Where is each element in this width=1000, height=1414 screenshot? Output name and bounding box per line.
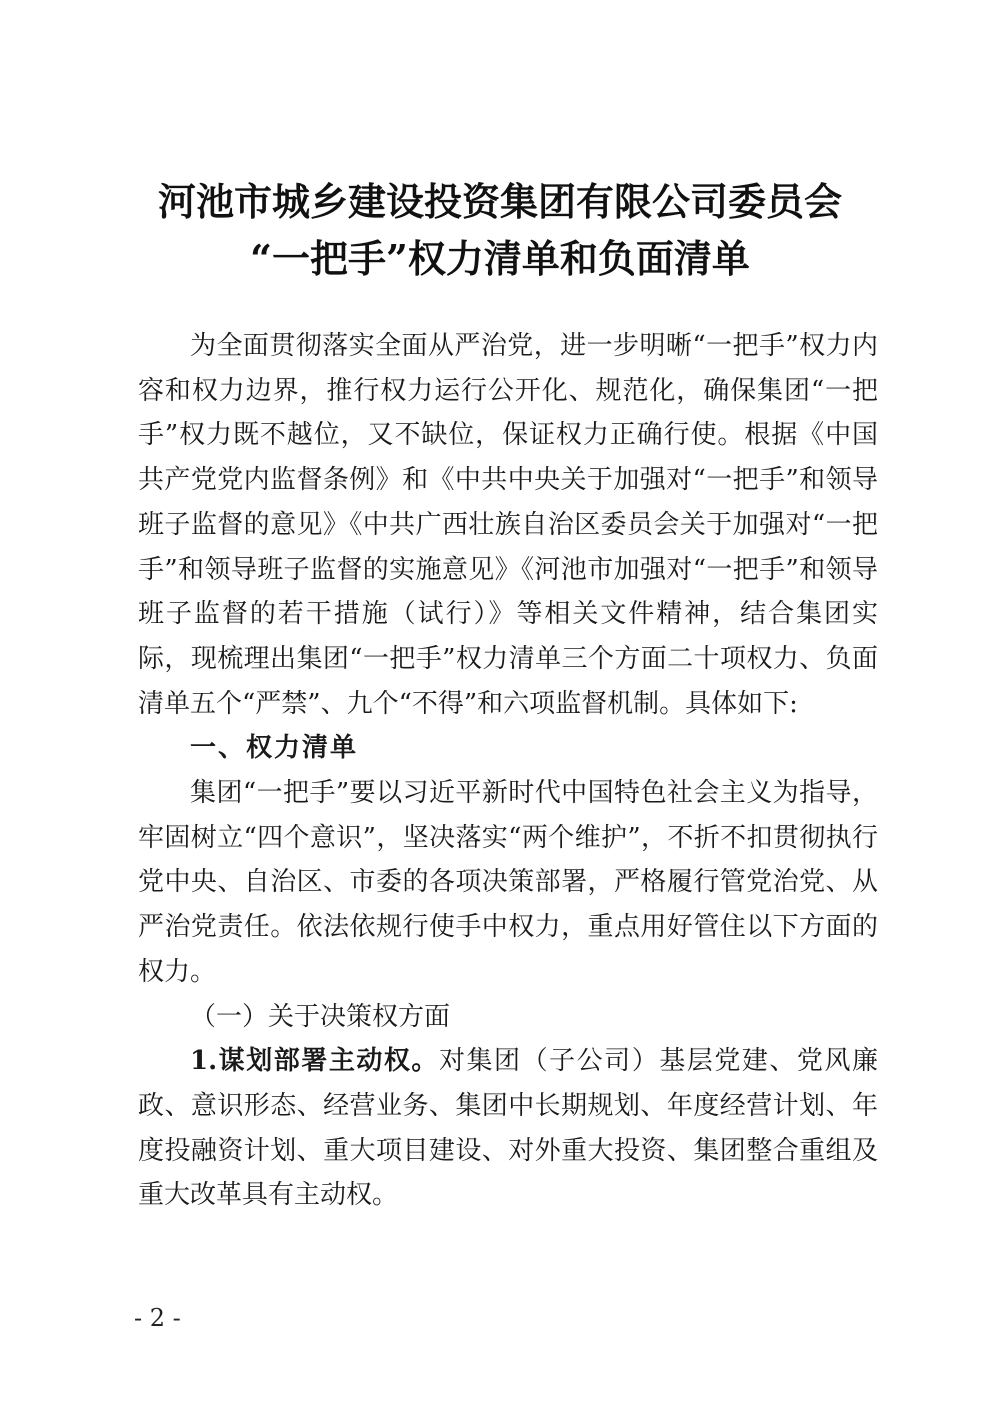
intro-paragraph: 为全面贯彻落实全面从严治党，进一步明晰“一把手”权力内容和权力边界，推行权力运行公开化、规范化，确保集团“一把手”权力既不越位，又不缺位，保证权力正确行使。根据《中国共产党党内监督条例》和《中共中央关于加强对“一把手”和领导班子监督的意见》《中共广西壮族自治区委员会关于加强对“一把手”和领导班子监督的实施意见》《河池市加强对“一把手”和领导班子监督的若干措施（试行）》等相关文件精神，结合集团实际，现梳理出集团“一把手”权力清单三个方面二十项权力、负面清单五个“严禁”、九个“不得”和六项监督机制。具体如下: — [138, 331, 878, 719]
page-number: - 2 - — [134, 1304, 181, 1332]
section1-paragraph: 集团“一把手”要以习近平新时代中国特色社会主义为指导，牢固树立“四个意识”，坚决落实“两个维护”，不折不扣贯彻执行党中央、自治区、市委的各项决策部署，严格履行管党治党、从严治党责任。依法依规行使手中权力，重点用好管住以下方面的权力。 — [138, 778, 878, 987]
document-title-line1: 河池市城乡建设投资集团有限公司委员会 — [157, 179, 842, 224]
subsection1-heading: （一）关于决策权方面 — [190, 1001, 451, 1032]
section1-heading: 一、权力清单 — [190, 733, 359, 764]
document-body — [138, 324, 878, 1218]
item1-text: 对集团（子公司）基层党建、党风廉政、意识形态、经营业务、集团中长期规划、年度经营计划、年度投融资计划、重大项目建设、对外重大投资、集团整合重组及重大改革具有主动权。 — [138, 1046, 878, 1211]
document-title-line2: “一把手”权力清单和负面清单 — [250, 236, 750, 281]
item1-paragraph — [138, 1039, 878, 1218]
item1-title: 1.谋划部署主动权。 — [190, 1046, 439, 1077]
